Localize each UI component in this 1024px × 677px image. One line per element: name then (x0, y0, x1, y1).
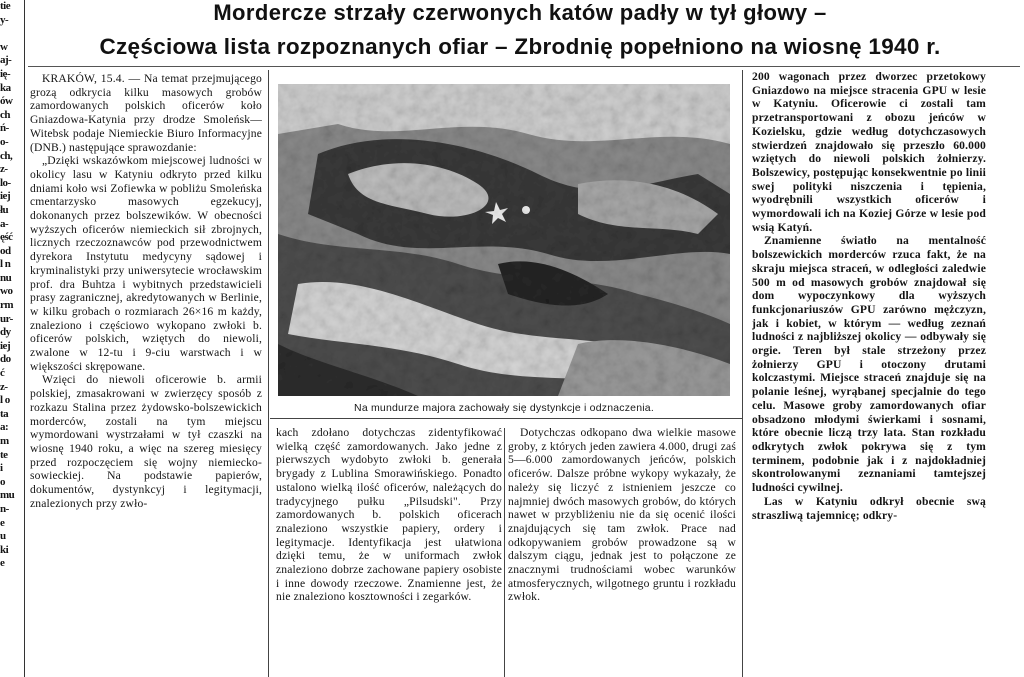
article-paragraph: 200 wagonach przez dworzec przetokowy Gniazdowo na miejsce stracenia GPU w lesie w Katyniu. Oficerowie ci zostali tam przetransportowani z obozu jeńców w Kozielsku, gdzie według dotychczasowych stwierdzeń znajdowało się przeszło 60.000 wziętych do niewoli polskich żołnierzy. Bolszewicy, postępując konsekwentnie po linii swej polityki niszczenia i tępienia, wyodrębnili wszystkich oficerów i wymordowali ich na Koziej Górze w lesie pod wsią Katyń. (752, 70, 986, 234)
margin-fragment: dy (0, 326, 11, 339)
previous-column-fragments (0, 0, 22, 677)
margin-fragment: te (0, 448, 8, 461)
margin-fragment: iej (0, 339, 11, 352)
margin-fragment: m (0, 435, 9, 447)
photo-image (278, 84, 730, 396)
article-column-3 (508, 426, 736, 677)
margin-fragment: od (0, 244, 11, 257)
article-paragraph: Znamienne światło na mentalność bolszewickich morderców rzuca fakt, że na skraju miejsca straceń, w odległości zaledwie 500 m od masowych grobów znajdował się dom wypoczynkowy dla wyższych funkcjonariuszów GPU zarówno mężczyzn, jak i kobiet, w którym — według zeznań ludności z najbliższej okolicy — odbywały się orgie. Teren był stale strzeżony przez żołnierzy GPU i otoczony drutami kolczastymi. Miejsce straceń znajduje się na polanie leśnej, wyrąbanej specjalnie do tego celu. Masowe groby zamordowanych ofiar obsadzono młodymi świerkami i sosnami, które obecnie liczą trzy lata. Stan rozkładu odkrytych zwłok pokrywa się z tym terminem, podobnie jak i z najdokładniej skontrolowanymi zeznaniami tamtejszej ludności cywilnej. (752, 234, 986, 495)
margin-fragment: ka (0, 81, 11, 94)
article-paragraph: Wzięci do niewoli oficerowie b. armii polskiej, zmasakrowani w zwierzęcy sposób z rozkazu Stalina przez żydowsko-bolszewickich morderców, zostali na tym miejscu wymordowani wystrzałami w tył czaszki na wiosnę 1940 roku, a więc na szereg miesięcy przed rozpoczęciem się wojny niemiecko-sowieckiej. Na podstawie papierów, dokumentów, dystynkcyj i legitymacji, znalezionych przy zwło- (30, 373, 262, 510)
article-paragraph: Dotychczas odkopano dwa wielkie masowe groby, z których jeden zawiera 4.000, drugi zaś 5—6.000 zamordowanych jeńców, polskich oficerów. Dalsze próbne wykopy wykazały, że należy się liczyć z istnieniem jeszcze co najmniej dwóch masowych grobów, do których nawet w przybliżeniu nie da się ocenić ilości znajdujących się tam zwłok. Prace nad odkopywaniem grobów prowadzone są w dalszym ciągu, jednak jest to połączone ze znacznymi trudnościami wobec warunków atmosferycznych, wilgotnego gruntu i rozkładu zwłok. (508, 426, 736, 604)
katyn-photograph (278, 84, 730, 396)
column-divider (504, 428, 505, 677)
margin-fragment (0, 27, 22, 41)
headline-line-1: Mordercze strzały czerwonych katów padły w tył głowy – (213, 0, 827, 25)
column-divider (742, 70, 743, 677)
article-column-4 (752, 70, 986, 677)
margin-fragment: ów (0, 95, 13, 108)
column-divider-left (24, 0, 25, 677)
margin-fragment: do (0, 353, 11, 366)
column-divider (268, 70, 269, 677)
margin-fragment: a: (0, 421, 9, 434)
article-paragraph: kach zdołano dotychczas zidentyfikować wielką część zamordowanych. Jako jedne z pierwszych wydobyto zwłoki b. generała brygady z Lublina Smorawińskiego. Ponadto ustalono wielką ilość oficerów, należących do tradycyjnego pułku „Pilsudski". Przy zamordowanych b. polskich oficerach znaleziono wszystkie papiery, ordery i legitymacje. Identyfikacja jest ułatwiona dzięki temu, że w uniformach zwłok znaleziono dobrze zachowane papiery osobiste i inne dowody rzeczowe. Znamienne jest, że nie znaleziono kosztowności i zegarków. (276, 426, 502, 604)
margin-fragment: y- (0, 13, 9, 26)
article-column-2 (276, 426, 502, 677)
margin-fragment: o- (0, 135, 9, 148)
margin-fragment: ki (0, 543, 9, 556)
margin-fragment: łu (0, 203, 9, 216)
margin-fragment: u (0, 530, 6, 543)
margin-fragment: i (0, 462, 3, 475)
margin-fragment: ta (0, 407, 9, 420)
article-paragraph: „Dzięki wskazówkom miejscowej ludności w okolicy lasu w Katyniu odkryto przed kilku dniami koło wsi Zofiewka w pobliżu Smoleńska cmentarzysko masowych egzekucyj, dokonanych przez bolszewików. W obecności wyższych oficerów niemieckich sił zbrojnych, licznych rzeczoznawców pod przewodnictwem dyrekora Instytutu medycyny sądowej i kryminalistyki przy uniwersytecie wrocławskim prof. dra Buhtza i wybitnych przedstawicieli prasy zagranicznej, akredytowanych w Berlinie, w kilku grobach o rozmiarach 26×16 m każdy, znaleziono i częściowo wykopano zwłoki b. oficerów polskich, wziętych do niewoli, zwalone w 12-tu i 9-ciu warstwach i w większości skrępowane. (30, 154, 262, 373)
margin-fragment: rm (0, 299, 14, 312)
margin-fragment: a- (0, 217, 9, 230)
article-paragraph: Las w Katyniu odkrył obecnie swą straszliwą tajemnicę; odkry- (752, 494, 986, 522)
margin-fragment: mu (0, 489, 15, 502)
margin-fragment: o (0, 475, 5, 488)
margin-fragment: aj- (0, 54, 12, 67)
margin-fragment: e (0, 516, 5, 529)
margin-fragment: ię- (0, 67, 11, 80)
margin-fragment: wo (0, 285, 13, 298)
margin-fragment: lo- (0, 176, 11, 189)
headline-line-2: Częściowa lista rozpoznanych ofiar – Zbrodnię popełniono na wiosnę 1940 r. (99, 34, 941, 59)
article-paragraph: KRAKÓW, 15.4. — Na temat przejmującego grozą odkrycia kilku masowych grobów zamordowanych polskich oficerów koło Gniazdowa-Katynia przy drodze Smoleńsk—Witebsk podaje Niemieckie Biuro Informacyjne (DNB.) następujące sprawozdanie: (30, 72, 262, 154)
margin-fragment: nu (0, 271, 12, 284)
margin-fragment: ch, (0, 149, 13, 162)
margin-fragment: l n (0, 258, 11, 271)
margin-fragment: z- (0, 163, 8, 176)
margin-fragment: n- (0, 502, 9, 515)
headline-rule (28, 66, 1020, 67)
margin-fragment: ch (0, 108, 10, 121)
margin-fragment: w (0, 40, 8, 53)
margin-fragment: z- (0, 380, 8, 393)
photo-caption: Na mundurze majora zachowały się dystynkcje i odznaczenia. (354, 402, 654, 414)
margin-fragment: ur- (0, 312, 13, 325)
margin-fragment: ń- (0, 122, 9, 135)
margin-fragment: ęść (0, 231, 13, 244)
margin-fragment: e (0, 557, 5, 570)
article-column-1 (30, 72, 262, 677)
margin-fragment: l o (0, 394, 10, 407)
margin-fragment: iej (0, 190, 11, 203)
photo-bottom-rule (270, 418, 742, 419)
margin-fragment: tie (0, 0, 11, 12)
margin-fragment: ć (0, 367, 5, 380)
